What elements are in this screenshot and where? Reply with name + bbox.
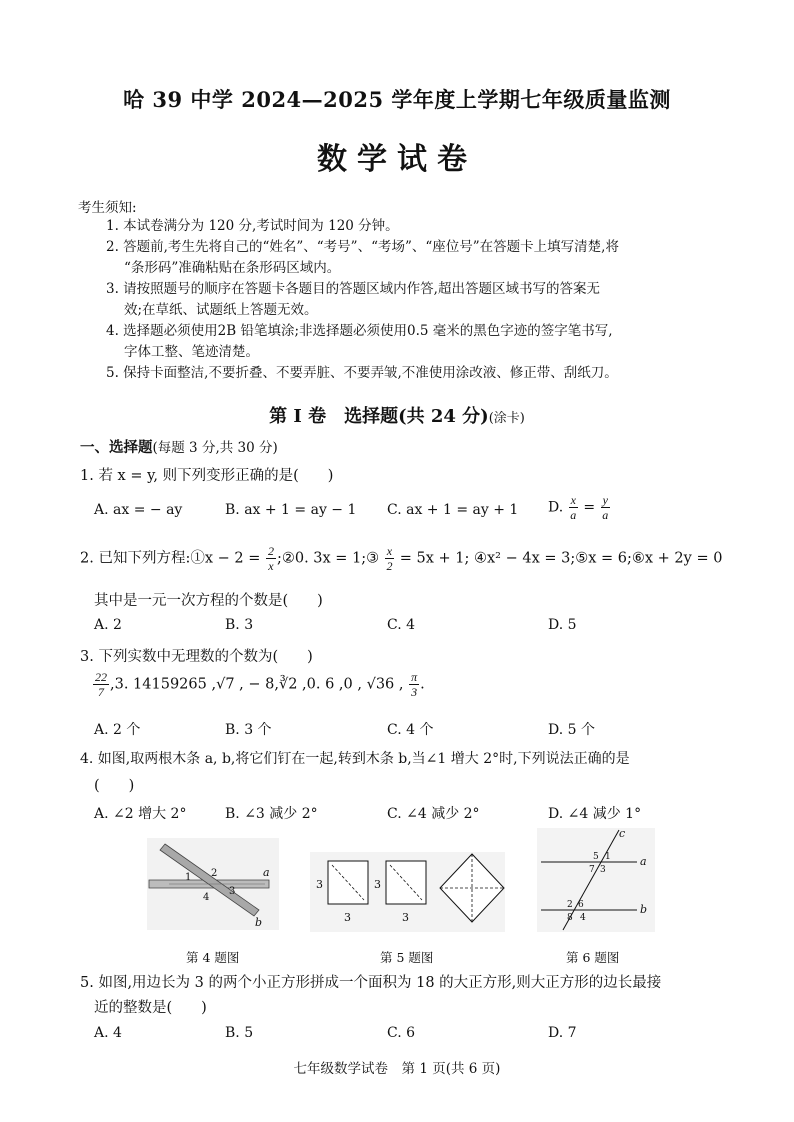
fig6-label-8: 8 bbox=[567, 913, 573, 923]
q3-numbers-mid: ,3. 14159265 ,√7 , − 8,∛2 ,0. 6 ,0 , √36 , bbox=[110, 676, 404, 693]
notice-item-3: 3. 请按照题号的顺序在答题卡各题目的答题区域内作答,超出答题区域书写的答案无 bbox=[106, 281, 600, 297]
fig5-label-bottom-1: 3 bbox=[344, 911, 351, 924]
fig5-label-left-2: 3 bbox=[374, 878, 381, 891]
notice-item-1: 1. 本试卷满分为 120 分,考试时间为 120 分钟。 bbox=[106, 218, 399, 234]
fig5-label-bottom-2: 3 bbox=[402, 911, 409, 924]
q5-option-b: B. 5 bbox=[225, 1025, 254, 1041]
page-footer: 七年级数学试卷 第 1 页(共 6 页) bbox=[293, 1061, 501, 1077]
q5-option-d: D. 7 bbox=[548, 1025, 577, 1041]
figure-5-drawing bbox=[310, 852, 505, 932]
q2-option-a: A. 2 bbox=[94, 617, 122, 633]
q2-fraction-2 bbox=[385, 545, 394, 572]
fraction-denominator: 2 bbox=[386, 559, 393, 573]
fig6-label-a: a bbox=[640, 855, 647, 868]
exam-subtitle: 数学试卷 bbox=[317, 142, 477, 177]
notice-item-2: 2. 答题前,考生先将自己的“姓名”、“考号”、“考场”、“座位号”在答题卡上填写清楚,将 bbox=[106, 239, 619, 255]
fig4-label-3: 3 bbox=[229, 886, 236, 897]
section-title-text: 第 I 卷 选择题(共 24 分) bbox=[269, 406, 489, 427]
fig4-label-2: 2 bbox=[211, 868, 218, 879]
q3-fraction-pi-3 bbox=[409, 671, 419, 698]
notice-item-2-cont: “条形码”准确粘贴在条形码区域内。 bbox=[124, 260, 341, 276]
fraction-numerator: x bbox=[570, 493, 576, 507]
fraction-numerator: x bbox=[386, 544, 393, 558]
q1-option-a: A. ax = − ay bbox=[94, 502, 183, 518]
notice-item-5: 5. 保持卡面整洁,不要折叠、不要弄脏、不要弄皱,不准使用涂改液、修正带、刮纸刀。 bbox=[106, 365, 618, 381]
question-3-numbers bbox=[92, 671, 425, 698]
fig6-label-6: 6 bbox=[578, 900, 584, 910]
question-5-stem: 5. 如图,用边长为 3 的两个小正方形拼成一个面积为 18 的大正方形,则大正方形的边长最接 bbox=[80, 975, 662, 991]
question-2-stem bbox=[80, 545, 722, 572]
q2-option-c: C. 4 bbox=[387, 617, 416, 633]
question-4-paren: ( ) bbox=[94, 778, 135, 794]
q3-option-b: B. 3 个 bbox=[225, 722, 272, 738]
q4-option-c: C. ∠4 减少 2° bbox=[387, 806, 480, 822]
fraction-denominator: a bbox=[602, 508, 609, 522]
section-title bbox=[0, 402, 794, 428]
fig6-label-1: 1 bbox=[605, 852, 611, 862]
figure-5 bbox=[310, 852, 505, 932]
q3-option-c: C. 4 个 bbox=[387, 722, 434, 738]
fraction-denominator: 7 bbox=[98, 685, 104, 699]
fraction-denominator: x bbox=[268, 559, 274, 573]
figure-6-caption: 第 6 题图 bbox=[566, 950, 620, 965]
fraction-numerator: π bbox=[411, 670, 418, 684]
exam-title: 哈 39 中学 2024—2025 学年度上学期七年级质量监测 bbox=[123, 87, 671, 112]
q1-option-d-right-fraction bbox=[601, 494, 610, 521]
figure-4 bbox=[147, 838, 279, 930]
fraction-numerator: 22 bbox=[95, 670, 107, 684]
q2-part-1: 2. 已知下列方程:①x − 2 = bbox=[80, 550, 261, 567]
fraction-denominator: a bbox=[570, 508, 577, 522]
question-3-stem: 3. 下列实数中无理数的个数为( ) bbox=[80, 649, 313, 665]
notice-item-4: 4. 选择题必须使用2B 铅笔填涂;非选择题必须使用0.5 毫米的黑色字迹的签字笔书写, bbox=[106, 323, 613, 339]
q5-option-a: A. 4 bbox=[94, 1025, 122, 1041]
q1-option-d-label: D. bbox=[548, 499, 564, 516]
q2-option-b: B. 3 bbox=[225, 617, 254, 633]
question-4-stem: 4. 如图,取两根木条 a, b,将它们钉在一起,转到木条 b,当∠1 增大 2°时,下列说法正确的是 bbox=[80, 751, 630, 767]
q4-option-b: B. ∠3 减少 2° bbox=[225, 806, 318, 822]
fig6-label-5: 5 bbox=[593, 852, 599, 862]
part-title-text: 一、选择题 bbox=[80, 439, 153, 456]
small-square-1 bbox=[328, 861, 368, 904]
question-2-line-2: 其中是一元一次方程的个数是( ) bbox=[94, 593, 323, 609]
q1-option-c: C. ax + 1 = ay + 1 bbox=[387, 502, 519, 518]
fig6-label-7: 7 bbox=[589, 865, 595, 875]
fraction-denominator: 3 bbox=[411, 685, 418, 699]
part-title-note: (每题 3 分,共 30 分) bbox=[152, 440, 278, 456]
q2-part-3: = 5x + 1; ④x² − 4x = 3;⑤x = 6;⑥x + 2y = 0 bbox=[399, 550, 723, 567]
q1-option-d bbox=[548, 494, 611, 521]
fig6-label-2: 2 bbox=[567, 900, 573, 910]
notice-heading: 考生须知: bbox=[78, 200, 137, 216]
q3-fraction-22-7 bbox=[93, 671, 109, 698]
fraction-numerator: y bbox=[602, 493, 608, 507]
figure-4-drawing bbox=[147, 838, 279, 930]
q3-numbers-end: . bbox=[420, 676, 425, 693]
q5-option-c: C. 6 bbox=[387, 1025, 416, 1041]
fraction-numerator: 2 bbox=[267, 544, 274, 558]
fig6-label-b: b bbox=[640, 903, 648, 916]
fig4-label-a: a bbox=[263, 866, 270, 879]
q3-option-d: D. 5 个 bbox=[548, 722, 595, 738]
q3-option-a: A. 2 个 bbox=[94, 722, 141, 738]
fig4-label-1: 1 bbox=[185, 872, 192, 883]
figure-6-drawing bbox=[537, 828, 655, 932]
part-title bbox=[80, 436, 278, 457]
small-square-2 bbox=[386, 861, 426, 904]
notice-item-3-cont: 效;在草纸、试题纸上答题无效。 bbox=[124, 302, 318, 318]
fig5-label-left-1: 3 bbox=[316, 878, 323, 891]
fig6-label-c: c bbox=[619, 828, 626, 840]
figure-6 bbox=[537, 828, 655, 932]
q2-fraction-1 bbox=[266, 545, 276, 572]
question-1-stem: 1. 若 x = y, 则下列变形正确的是( ) bbox=[80, 468, 334, 484]
fig4-label-b: b bbox=[255, 916, 263, 929]
q1-option-d-left-fraction bbox=[569, 494, 578, 521]
q4-option-d: D. ∠4 减少 1° bbox=[548, 806, 642, 822]
section-title-note: (涂卡) bbox=[488, 411, 525, 426]
figure-4-caption: 第 4 题图 bbox=[186, 950, 240, 965]
notice-item-4-cont: 字体工整、笔迹清楚。 bbox=[124, 344, 259, 360]
question-5-line-2: 近的整数是( ) bbox=[94, 1000, 207, 1016]
fig6-label-3: 3 bbox=[600, 865, 606, 875]
q1-option-b: B. ax + 1 = ay − 1 bbox=[225, 502, 357, 518]
figure-6-background bbox=[537, 828, 655, 932]
q4-option-a: A. ∠2 增大 2° bbox=[94, 806, 187, 822]
q2-option-d: D. 5 bbox=[548, 617, 577, 633]
equals-sign: = bbox=[583, 499, 596, 516]
figure-5-caption: 第 5 题图 bbox=[380, 950, 434, 965]
fig4-label-4: 4 bbox=[203, 892, 210, 903]
q2-part-2: ;②0. 3x = 1;③ bbox=[276, 550, 380, 567]
fig6-label-4: 4 bbox=[580, 913, 586, 923]
